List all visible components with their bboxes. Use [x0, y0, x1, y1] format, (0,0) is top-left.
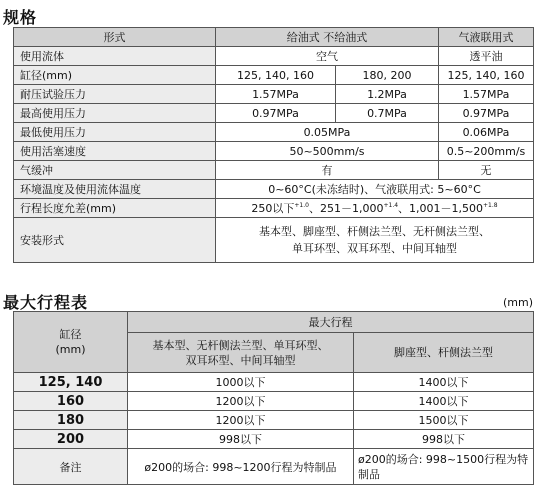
bore-header: 缸径 (mm): [14, 312, 128, 373]
stroke-v1: 1200以下: [128, 411, 354, 430]
maxp-hydro: 0.97MPa: [439, 104, 534, 123]
stroke-v1: 1000以下: [128, 373, 354, 392]
temp-value: 0~60°C(未冻结时)、气液联用式: 5~60°C: [216, 180, 534, 199]
row-tolerance: [14, 199, 534, 218]
speed-oil: 50~500mm/s: [216, 142, 439, 161]
header-form: 形式: [14, 28, 216, 47]
maxp-label: 最高使用压力: [14, 104, 216, 123]
minp-oil: 0.05MPa: [216, 123, 439, 142]
max-stroke-header: 最大行程: [128, 312, 534, 333]
row-maxp: [14, 104, 534, 123]
proof-b: 1.2MPa: [336, 85, 439, 104]
speed-hydro: 0.5~200mm/s: [439, 142, 534, 161]
bore-hydro: 125, 140, 160: [439, 66, 534, 85]
row-fluid: [14, 47, 534, 66]
cushion-oil: 有: [216, 161, 439, 180]
tol-sup3: +1.8: [483, 202, 498, 209]
cushion-hydro: 无: [439, 161, 534, 180]
header-hydro: 气液联用式: [439, 28, 534, 47]
tol-value: [216, 199, 534, 218]
temp-label: 环境温度及使用流体温度: [14, 180, 216, 199]
bore-value: 200: [14, 430, 128, 449]
bore-a: 125, 140, 160: [216, 66, 336, 85]
spec-table: [13, 27, 534, 263]
proof-a: 1.57MPa: [216, 85, 336, 104]
row-bore: [14, 66, 534, 85]
tol-part3: 、1,001－1,500: [398, 202, 484, 215]
header-oil: 给油式 不给油式: [216, 28, 439, 47]
cushion-label: 气缓冲: [14, 161, 216, 180]
bore-value: 160: [14, 392, 128, 411]
row-minp: [14, 123, 534, 142]
stroke-row: [14, 392, 534, 411]
bore-b: 180, 200: [336, 66, 439, 85]
note-col1: ø200的场合: 998~1200行程为特制品: [128, 449, 354, 485]
tol-sup2: +1.4: [383, 202, 399, 209]
row-mount: [14, 218, 534, 263]
proof-label: 耐压试验压力: [14, 85, 216, 104]
row-speed: [14, 142, 534, 161]
stroke-v1: 998以下: [128, 430, 354, 449]
stroke-note-row: [14, 449, 534, 485]
stroke-v1: 1200以下: [128, 392, 354, 411]
spec-title: 规格: [3, 8, 38, 27]
minp-label: 最低使用压力: [14, 123, 216, 142]
row-cushion: [14, 161, 534, 180]
row-proof: [14, 85, 534, 104]
row-temp: [14, 180, 534, 199]
note-col2: ø200的场合: 998~1500行程为特制品: [354, 449, 534, 485]
spec-header-row: [14, 28, 534, 47]
stroke-v2: 1500以下: [354, 411, 534, 430]
tol-label: 行程长度允差(mm): [14, 199, 216, 218]
proof-hydro: 1.57MPa: [439, 85, 534, 104]
bore-value: 180: [14, 411, 128, 430]
mount-line2: 单耳环型、双耳环型、中间耳轴型: [292, 242, 457, 255]
stroke-row: [14, 411, 534, 430]
stroke-v2: 1400以下: [354, 373, 534, 392]
stroke-v2: 998以下: [354, 430, 534, 449]
mount-line1: 基本型、脚座型、杆侧法兰型、无杆侧法兰型、: [259, 225, 490, 238]
minp-hydro: 0.06MPa: [439, 123, 534, 142]
stroke-v2: 1400以下: [354, 392, 534, 411]
stroke-row: [14, 373, 534, 392]
tol-part2: 、251－1,000: [308, 202, 384, 215]
bore-value: 125, 140: [14, 373, 128, 392]
tol-sup1: +1.0: [294, 202, 309, 209]
stroke-header-row1: [14, 312, 534, 333]
fluid-label: 使用流体: [14, 47, 216, 66]
bore-label: 缸径(mm): [14, 66, 216, 85]
fluid-oil: 空气: [216, 47, 439, 66]
unit-label: (mm): [502, 296, 533, 309]
stroke-table: [13, 311, 534, 485]
speed-label: 使用活塞速度: [14, 142, 216, 161]
col1-header: 基本型、无杆侧法兰型、单耳环型、双耳环型、中间耳轴型: [128, 333, 354, 373]
mount-label: 安装形式: [14, 218, 216, 263]
note-label: 备注: [14, 449, 128, 485]
stroke-row: [14, 430, 534, 449]
maxp-b: 0.7MPa: [336, 104, 439, 123]
mount-value: [216, 218, 534, 263]
tol-part1: 250以下: [251, 202, 295, 215]
col2-header: 脚座型、杆侧法兰型: [354, 333, 534, 373]
maxp-a: 0.97MPa: [216, 104, 336, 123]
fluid-hydro: 透平油: [439, 47, 534, 66]
stroke-title: 最大行程表: [3, 293, 89, 312]
